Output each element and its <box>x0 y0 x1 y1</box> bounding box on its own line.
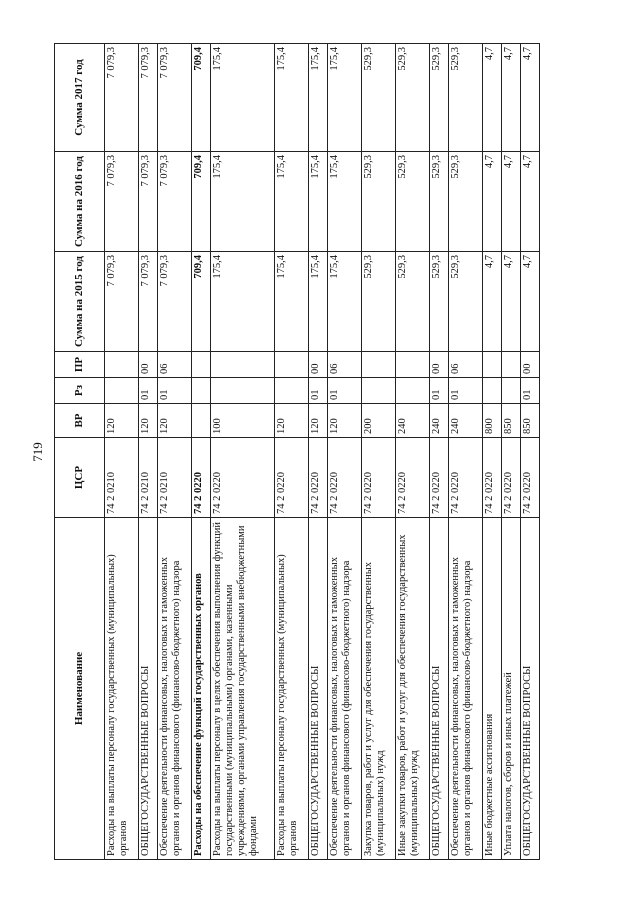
cell-name: ОБЩЕГОСУДАРСТВЕННЫЕ ВОПРОСЫ <box>309 518 328 860</box>
cell-name: ОБЩЕГОСУДАРСТВЕННЫЕ ВОПРОСЫ <box>430 518 449 860</box>
cell-sum-2016: 7 079,3 <box>157 152 191 252</box>
cell-rz: 01 <box>430 378 449 404</box>
cell-sum-2017: 4,7 <box>502 44 521 152</box>
cell-sum-2017: 7 079,3 <box>157 44 191 152</box>
cell-sum-2017: 175,4 <box>309 44 328 152</box>
cell-sum-2017: 529,3 <box>430 44 449 152</box>
cell-sum-2016: 4,7 <box>483 152 502 252</box>
cell-vr: 850 <box>521 404 540 438</box>
cell-sum-2017: 4,7 <box>521 44 540 152</box>
cell-sum-2015: 4,7 <box>521 252 540 352</box>
table-body <box>105 44 540 860</box>
header-sum-2016: Сумма на 2016 год <box>55 152 105 252</box>
cell-csr: 74 2 0210 <box>105 438 139 518</box>
cell-sum-2017: 529,3 <box>449 44 483 152</box>
cell-sum-2015: 709,4 <box>191 252 210 352</box>
table-row <box>362 44 396 860</box>
cell-pr: 00 <box>139 352 158 378</box>
cell-pr <box>362 352 396 378</box>
cell-pr: 00 <box>430 352 449 378</box>
cell-rz <box>483 378 502 404</box>
table-row <box>210 44 274 860</box>
cell-name: ОБЩЕГОСУДАРСТВЕННЫЕ ВОПРОСЫ <box>139 518 158 860</box>
cell-csr: 74 2 0220 <box>210 438 274 518</box>
cell-sum-2016: 7 079,3 <box>105 152 139 252</box>
cell-name: Обеспечение деятельности финансовых, налоговых и таможенных органов и органов финансового (финансово-бюджетного) надзора <box>157 518 191 860</box>
cell-sum-2016: 529,3 <box>430 152 449 252</box>
cell-name: Расходы на выплаты персоналу государственных (муниципальных) органов <box>275 518 309 860</box>
cell-sum-2016: 529,3 <box>396 152 430 252</box>
cell-sum-2016: 4,7 <box>502 152 521 252</box>
cell-sum-2015: 7 079,3 <box>105 252 139 352</box>
cell-csr: 74 2 0210 <box>139 438 158 518</box>
cell-sum-2017: 175,4 <box>328 44 362 152</box>
cell-sum-2015: 529,3 <box>362 252 396 352</box>
cell-csr: 74 2 0220 <box>362 438 396 518</box>
table-row <box>502 44 521 860</box>
cell-pr <box>502 352 521 378</box>
cell-rz: 01 <box>449 378 483 404</box>
cell-csr: 74 2 0220 <box>521 438 540 518</box>
budget-table <box>54 43 540 860</box>
cell-pr <box>210 352 274 378</box>
cell-vr: 120 <box>275 404 309 438</box>
cell-vr: 240 <box>430 404 449 438</box>
page-number: 719 <box>30 442 45 462</box>
cell-rz <box>362 378 396 404</box>
cell-sum-2016: 175,4 <box>210 152 274 252</box>
cell-csr: 74 2 0220 <box>449 438 483 518</box>
cell-rz <box>396 378 430 404</box>
cell-rz: 01 <box>328 378 362 404</box>
table-row <box>275 44 309 860</box>
cell-vr: 240 <box>396 404 430 438</box>
cell-sum-2015: 529,3 <box>449 252 483 352</box>
cell-csr: 74 2 0220 <box>430 438 449 518</box>
table-row <box>328 44 362 860</box>
header-sum-2015: Сумма на 2015 год <box>55 252 105 352</box>
table-row <box>449 44 483 860</box>
cell-sum-2017: 709,4 <box>191 44 210 152</box>
cell-csr: 74 2 0220 <box>483 438 502 518</box>
cell-sum-2015: 175,4 <box>309 252 328 352</box>
cell-name: Уплата налогов, сборов и иных платежей <box>502 518 521 860</box>
cell-sum-2016: 175,4 <box>328 152 362 252</box>
cell-sum-2015: 529,3 <box>396 252 430 352</box>
cell-pr: 00 <box>521 352 540 378</box>
cell-csr: 74 2 0220 <box>328 438 362 518</box>
table-header-row <box>55 44 105 860</box>
cell-rz: 01 <box>521 378 540 404</box>
cell-rz: 01 <box>157 378 191 404</box>
cell-sum-2016: 4,7 <box>521 152 540 252</box>
cell-sum-2015: 175,4 <box>210 252 274 352</box>
cell-sum-2016: 529,3 <box>449 152 483 252</box>
header-csr: ЦСР <box>55 438 105 518</box>
cell-name: Иные закупки товаров, работ и услуг для обеспечения государственных (муниципальных) нужд <box>396 518 430 860</box>
cell-sum-2017: 529,3 <box>396 44 430 152</box>
cell-name: Обеспечение деятельности финансовых, налоговых и таможенных органов и органов финансового (финансово-бюджетного) надзора <box>449 518 483 860</box>
cell-rz <box>105 378 139 404</box>
table-row <box>139 44 158 860</box>
table-rotated-container <box>54 0 540 905</box>
cell-sum-2015: 4,7 <box>502 252 521 352</box>
cell-vr: 120 <box>157 404 191 438</box>
cell-pr: 00 <box>309 352 328 378</box>
cell-vr: 240 <box>449 404 483 438</box>
cell-csr: 74 2 0220 <box>191 438 210 518</box>
cell-pr <box>105 352 139 378</box>
cell-pr <box>483 352 502 378</box>
table-row <box>521 44 540 860</box>
cell-rz <box>502 378 521 404</box>
cell-pr <box>275 352 309 378</box>
cell-sum-2015: 7 079,3 <box>139 252 158 352</box>
cell-pr: 06 <box>328 352 362 378</box>
cell-sum-2015: 175,4 <box>328 252 362 352</box>
cell-vr: 100 <box>210 404 274 438</box>
header-rz: Рз <box>55 378 105 404</box>
cell-sum-2017: 175,4 <box>210 44 274 152</box>
cell-rz: 01 <box>309 378 328 404</box>
cell-name: Обеспечение деятельности финансовых, налоговых и таможенных органов и органов финансового (финансово-бюджетного) надзора <box>328 518 362 860</box>
cell-pr <box>191 352 210 378</box>
cell-sum-2016: 709,4 <box>191 152 210 252</box>
cell-sum-2017: 529,3 <box>362 44 396 152</box>
cell-name: Закупка товаров, работ и услуг для обеспечения государственных (муниципальных) нужд <box>362 518 396 860</box>
table-row <box>309 44 328 860</box>
cell-vr: 120 <box>139 404 158 438</box>
cell-vr <box>191 404 210 438</box>
cell-vr: 850 <box>502 404 521 438</box>
cell-sum-2016: 175,4 <box>275 152 309 252</box>
cell-sum-2017: 7 079,3 <box>139 44 158 152</box>
cell-vr: 120 <box>328 404 362 438</box>
cell-sum-2015: 529,3 <box>430 252 449 352</box>
table-row <box>105 44 139 860</box>
cell-sum-2017: 7 079,3 <box>105 44 139 152</box>
cell-csr: 74 2 0220 <box>309 438 328 518</box>
cell-rz <box>275 378 309 404</box>
cell-rz <box>210 378 274 404</box>
cell-csr: 74 2 0220 <box>396 438 430 518</box>
cell-sum-2017: 175,4 <box>275 44 309 152</box>
cell-csr: 74 2 0210 <box>157 438 191 518</box>
table-rotated <box>54 44 540 860</box>
header-sum-2017: Сумма 2017 год <box>55 44 105 152</box>
cell-name: Иные бюджетные ассигнования <box>483 518 502 860</box>
header-pr: ПР <box>55 352 105 378</box>
table-row <box>483 44 502 860</box>
cell-sum-2015: 4,7 <box>483 252 502 352</box>
cell-sum-2016: 529,3 <box>362 152 396 252</box>
cell-vr: 800 <box>483 404 502 438</box>
header-vr: ВР <box>55 404 105 438</box>
table-row <box>157 44 191 860</box>
table-row <box>430 44 449 860</box>
cell-vr: 120 <box>309 404 328 438</box>
cell-vr: 120 <box>105 404 139 438</box>
cell-name: Расходы на выплаты персоналу государственных (муниципальных) органов <box>105 518 139 860</box>
cell-sum-2016: 175,4 <box>309 152 328 252</box>
cell-csr: 74 2 0220 <box>275 438 309 518</box>
cell-name: Расходы на обеспечение функций государственных органов <box>191 518 210 860</box>
table-row <box>191 44 210 860</box>
cell-pr <box>396 352 430 378</box>
cell-pr: 06 <box>157 352 191 378</box>
cell-sum-2015: 175,4 <box>275 252 309 352</box>
cell-vr: 200 <box>362 404 396 438</box>
table-row <box>396 44 430 860</box>
header-name: Наименование <box>55 518 105 860</box>
cell-name: ОБЩЕГОСУДАРСТВЕННЫЕ ВОПРОСЫ <box>521 518 540 860</box>
cell-sum-2016: 7 079,3 <box>139 152 158 252</box>
cell-name: Расходы на выплаты персоналу в целях обеспечения выполнения функций государственными (муниципальными) органами, казенными учреждениями, органами управления государственными внебюджетными фондами <box>210 518 274 860</box>
cell-csr: 74 2 0220 <box>502 438 521 518</box>
cell-sum-2015: 7 079,3 <box>157 252 191 352</box>
cell-rz: 01 <box>139 378 158 404</box>
cell-sum-2017: 4,7 <box>483 44 502 152</box>
cell-rz <box>191 378 210 404</box>
cell-pr: 06 <box>449 352 483 378</box>
